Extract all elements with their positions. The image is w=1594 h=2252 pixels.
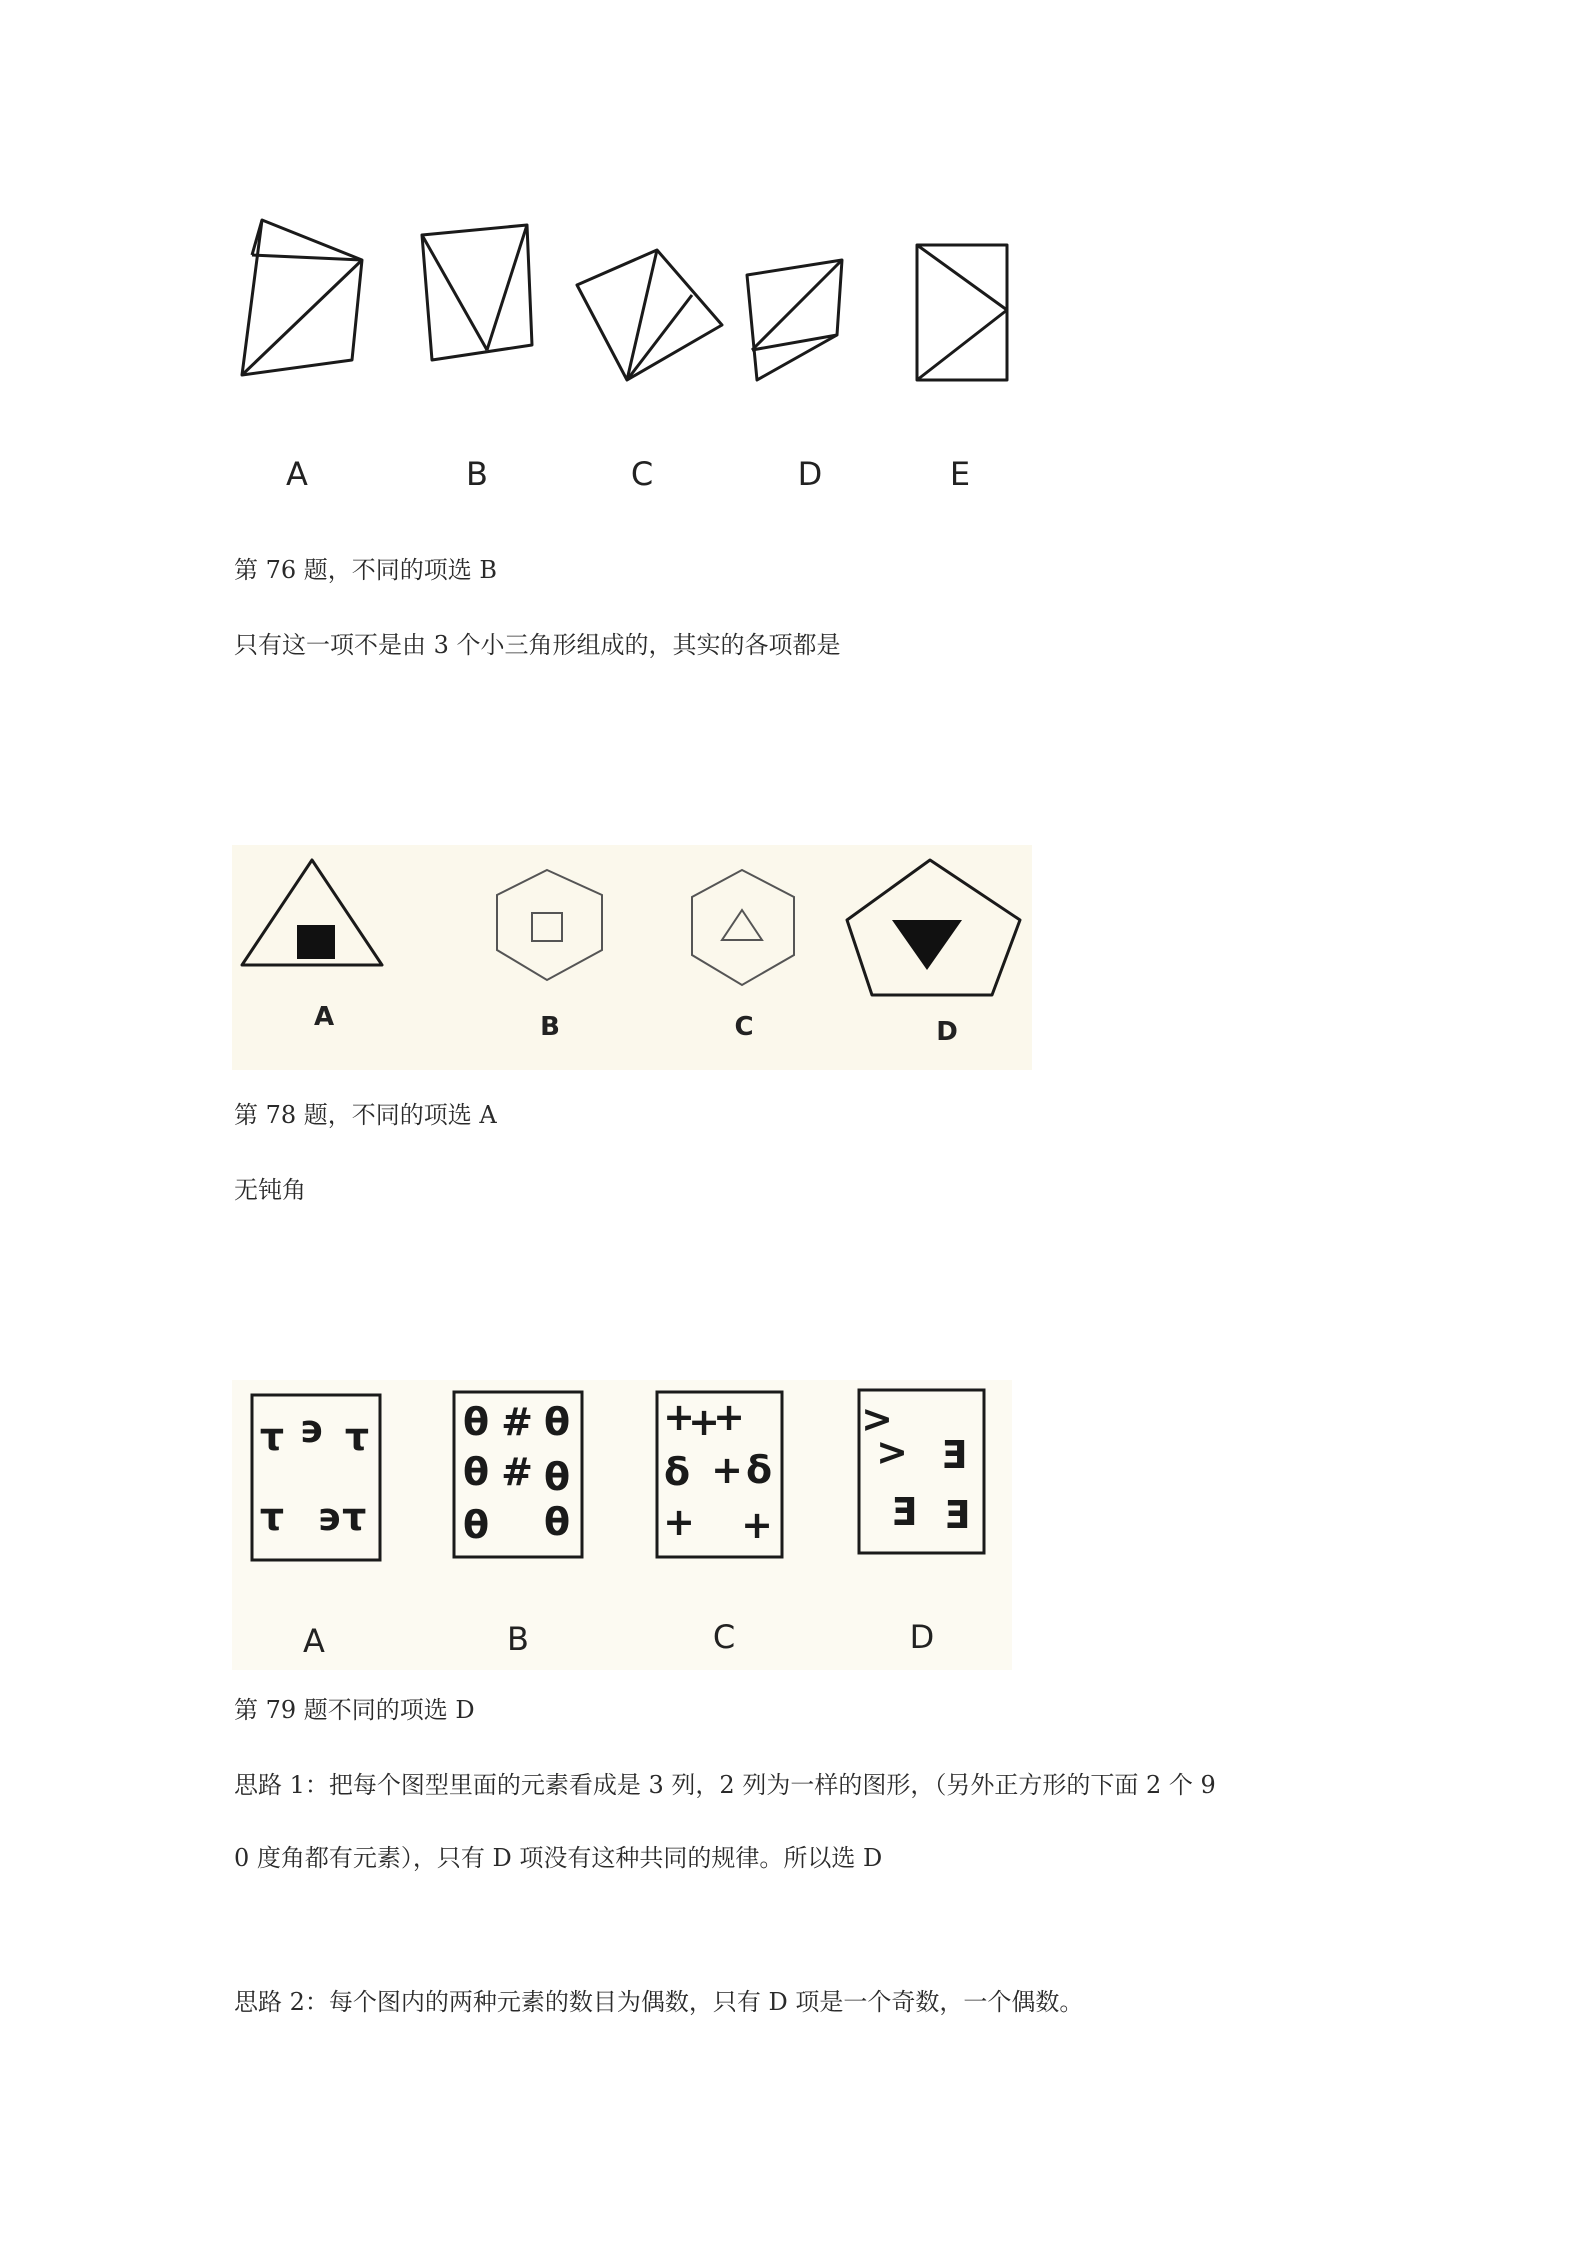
symbol: > (876, 1430, 908, 1474)
symbol: + (711, 1448, 743, 1492)
figure-symbol-boxes (232, 1380, 1012, 1670)
q78-title: 第 78 题，不同的项选 A (234, 1101, 497, 1129)
option-label: C (734, 1012, 754, 1042)
symbol: # (501, 1400, 533, 1444)
symbol: Ǝ (891, 1490, 917, 1534)
q79-idea2: 思路 2：每个图内的两种元素的数目为偶数，只有 D 项是一个奇数，一个偶数。 (234, 1988, 1084, 2016)
option-label: B (540, 1012, 560, 1042)
option-label: E (949, 455, 971, 493)
symbol: ϶ (299, 1407, 325, 1451)
q79-idea1-line1: 思路 1：把每个图型里面的元素看成是 3 列，2 列为一样的图形，（另外正方形的下面 2 个 9 (234, 1771, 1216, 1799)
option-label: C (630, 455, 654, 493)
option-d-figure (747, 260, 842, 380)
figure-polygons (232, 845, 1032, 1070)
q79-title: 第 79 题不同的项选 D (234, 1696, 475, 1724)
symbol: θ (543, 1500, 571, 1544)
option-label: D (797, 455, 823, 493)
option-label: B (466, 455, 488, 493)
symbol: + (713, 1395, 745, 1439)
symbol: δ (663, 1450, 691, 1494)
symbol: θ (543, 1400, 571, 1444)
symbol: + (688, 1400, 720, 1444)
symbol: θ (543, 1455, 571, 1499)
symbol: τ (259, 1415, 285, 1459)
symbol: # (501, 1450, 533, 1494)
symbol: Ǝ (941, 1433, 967, 1477)
q79-idea1-line2: 0 度角都有元素），只有 D 项没有这种共同的规律。所以选 D (234, 1844, 883, 1872)
symbol: ϶τ (317, 1495, 367, 1539)
symbol: Ǝ (944, 1493, 970, 1537)
option-label: A (286, 455, 308, 493)
option-label: D (909, 1618, 935, 1656)
option-label: A (313, 1002, 335, 1032)
symbol: + (663, 1500, 695, 1544)
option-label: C (712, 1618, 736, 1656)
symbol: δ (745, 1448, 773, 1492)
q76-title: 第 76 题，不同的项选 B (234, 556, 498, 584)
option-a-figure (242, 220, 362, 375)
symbol: θ (462, 1400, 490, 1444)
option-label: A (303, 1622, 325, 1660)
symbol: θ (462, 1503, 490, 1547)
option-c-figure (577, 250, 722, 380)
option-label: B (507, 1620, 529, 1658)
q76-explanation: 只有这一项不是由 3 个小三角形组成的，其实的各项都是 (234, 631, 841, 659)
symbol: θ (462, 1450, 490, 1494)
option-e-figure (917, 245, 1007, 380)
symbol: > (861, 1397, 893, 1441)
option-b-figure (422, 225, 532, 360)
q78-explanation: 无钝角 (234, 1176, 306, 1204)
option-label: D (936, 1017, 958, 1047)
symbol: + (741, 1503, 773, 1547)
figure-quadrilaterals (232, 210, 1032, 510)
symbol: τ (259, 1495, 285, 1539)
symbol: τ (344, 1415, 370, 1459)
symbol: + (663, 1395, 695, 1439)
